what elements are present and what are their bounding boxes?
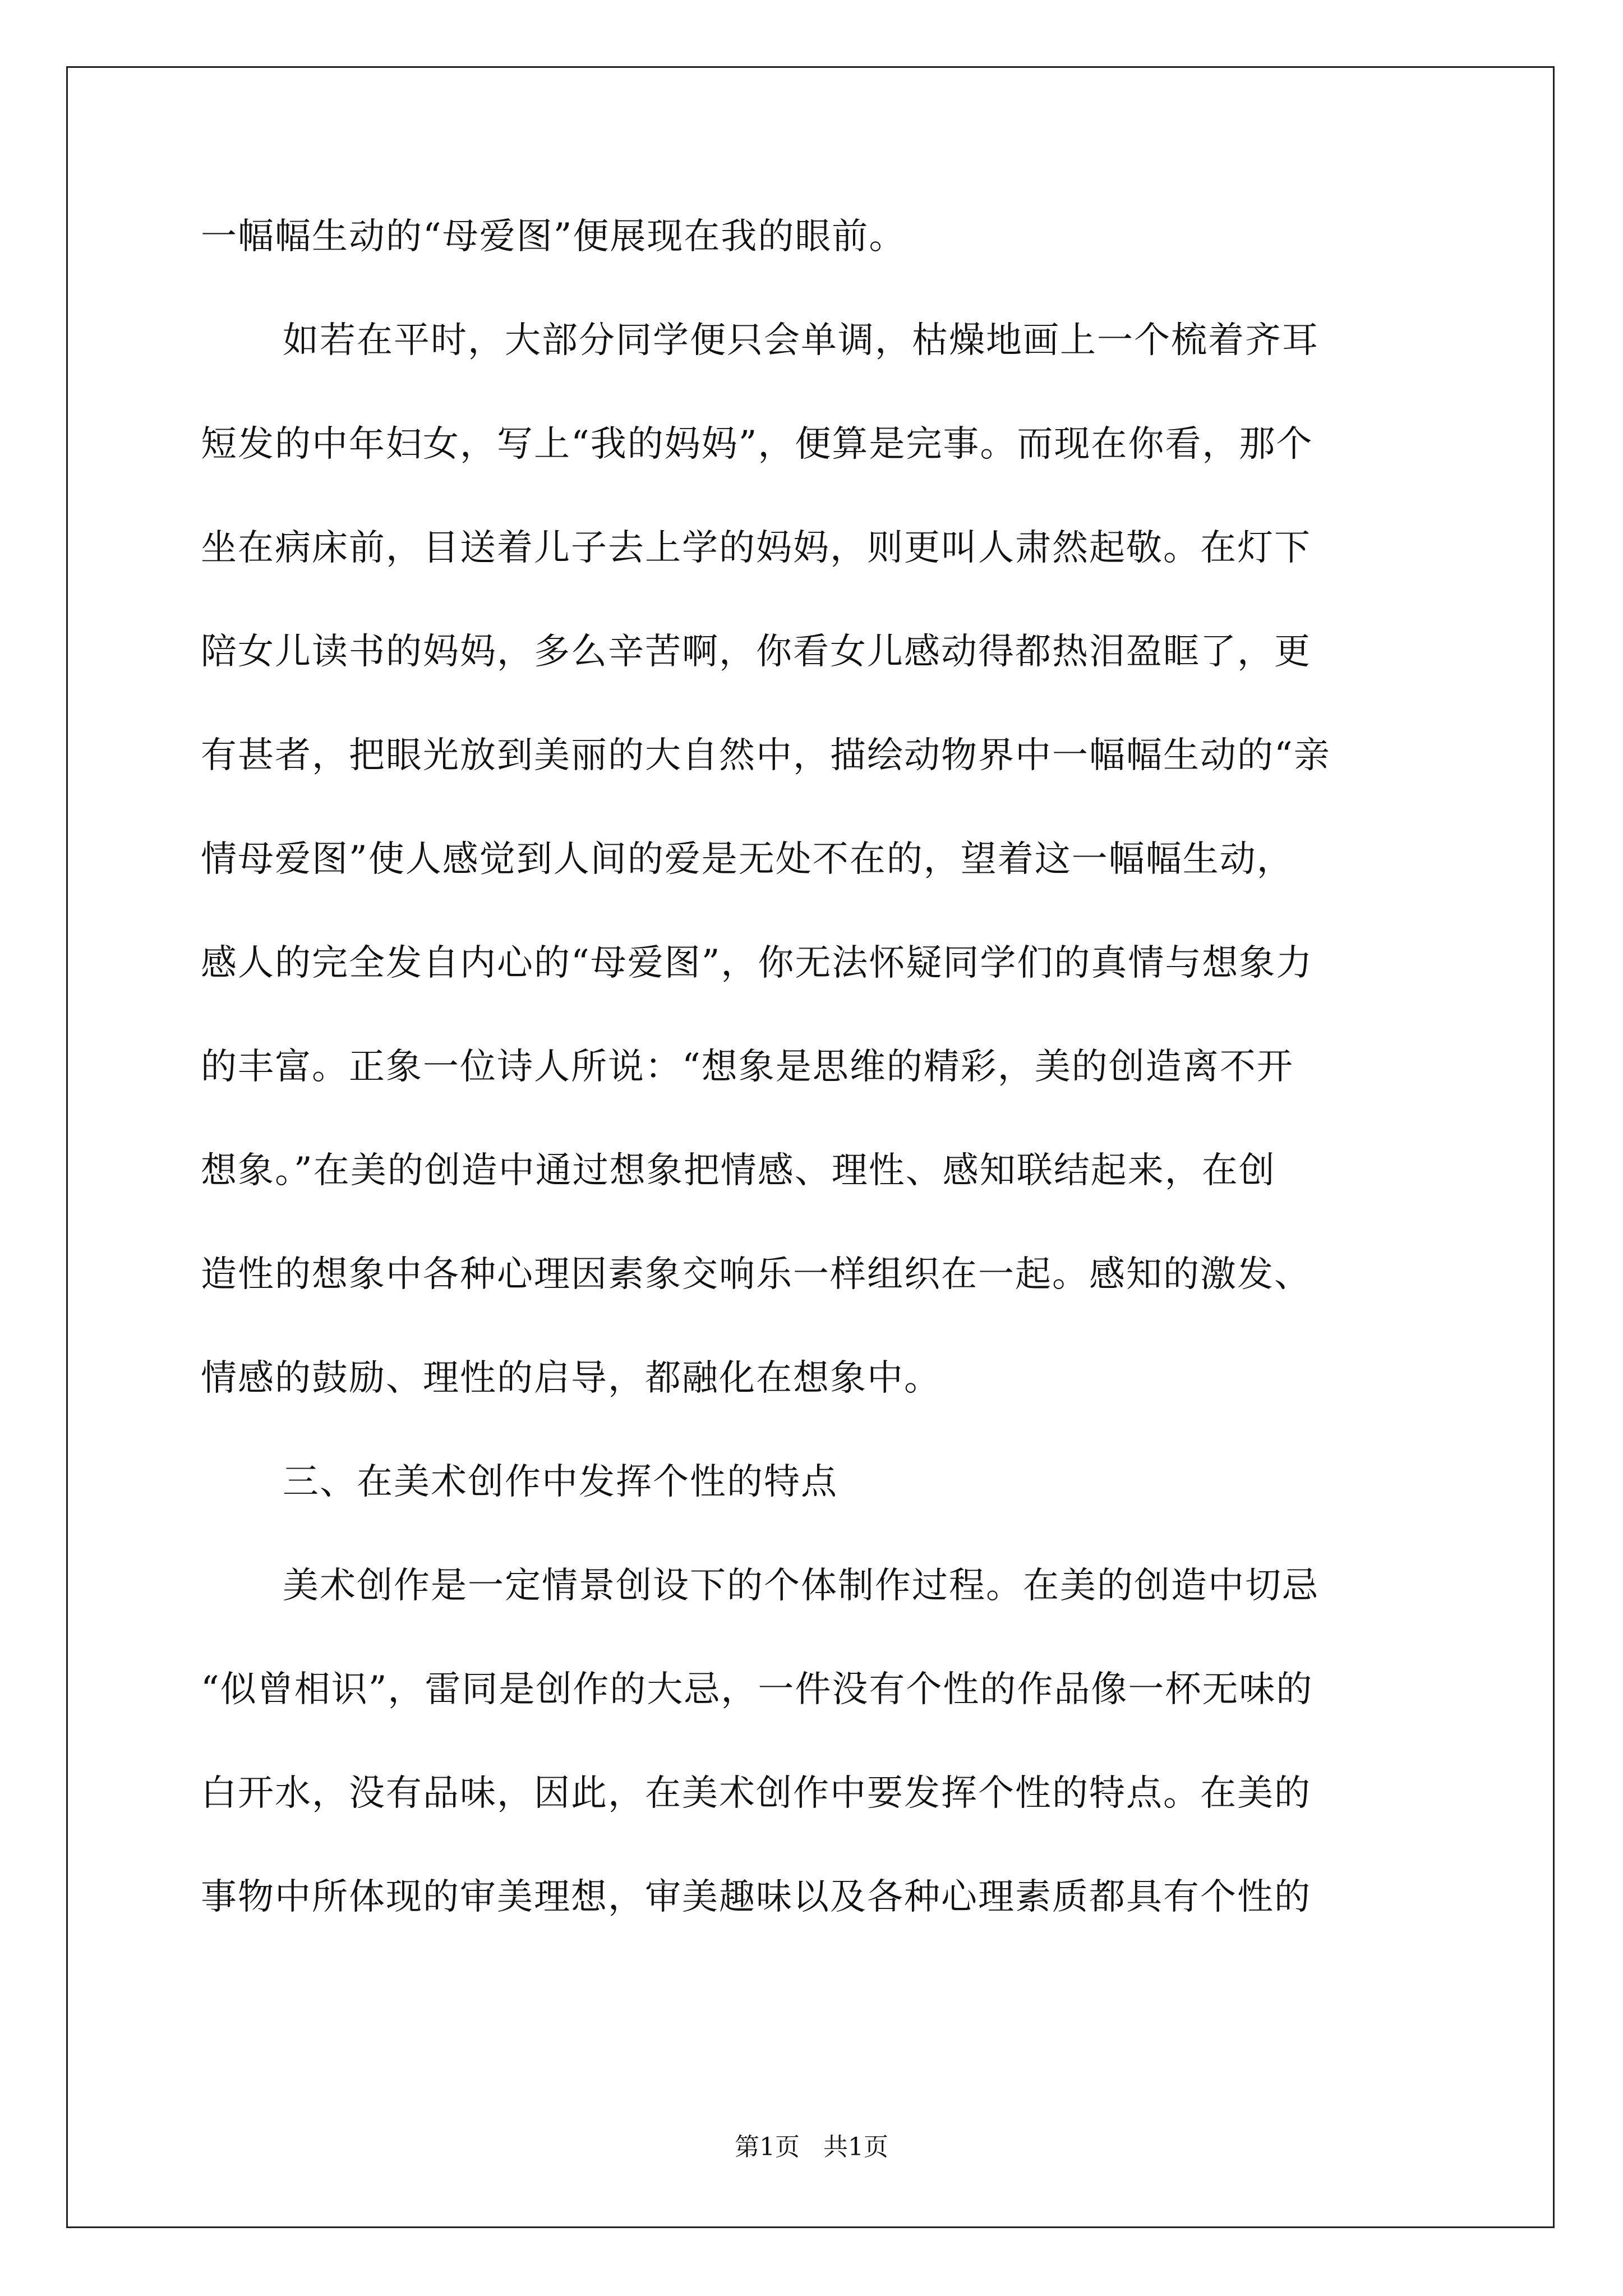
text-line: 坐在病床前，目送着儿子去上学的妈妈，则更叫人肃然起敬。在灯下: [201, 527, 1311, 569]
text-line: 陪女儿读书的妈妈，多么辛苦啊，你看女儿感动得都热泪盈眶了，更: [201, 631, 1311, 673]
text-line: 如若在平时，大部分同学便只会单调，枯燥地画上一个梳着齐耳: [283, 320, 1319, 361]
text-line: 想象。”在美的创造中通过想象把情感、理性、感知联结起来，在创: [201, 1150, 1276, 1191]
text-line: “似曾相识”，雷同是创作的大忌，一件没有个性的作品像一杯无味的: [201, 1669, 1313, 1710]
section-heading: 三、在美术创作中发挥个性的特点: [283, 1461, 838, 1503]
text-line: 有甚者，把眼光放到美丽的大自然中，描绘动物界中一幅幅生动的“亲: [201, 735, 1331, 776]
text-line: 白开水，没有品味，因此，在美术创作中要发挥个性的特点。在美的: [201, 1773, 1311, 1814]
text-line: 造性的想象中各种心理因素象交响乐一样组织在一起。感知的激发、: [201, 1254, 1311, 1295]
page-number: 第1页: [735, 2133, 800, 2161]
text-line: 事物中所体现的审美理想，审美趣味以及各种心理素质都具有个性的: [201, 1876, 1311, 1918]
text-line: 短发的中年妇女，写上“我的妈妈”，便算是完事。而现在你看，那个: [201, 424, 1313, 465]
document-body: [201, 185, 1429, 1949]
text-line: 情感的鼓励、理性的启导，都融化在想象中。: [201, 1358, 941, 1399]
page-total: 共1页: [823, 2133, 888, 2161]
text-line: 的丰富。正象一位诗人所说：“想象是思维的精彩，美的创造离不开: [201, 1046, 1294, 1088]
text-line: 感人的完全发自内心的“母爱图”，你无法怀疑同学们的真情与想象力: [201, 942, 1313, 984]
text-line: 情母爱图”使人感觉到人间的爱是无处不在的，望着这一幅幅生动，: [201, 839, 1294, 880]
page-footer: [0, 2131, 1623, 2164]
text-line: 美术创作是一定情景创设下的个体制作过程。在美的创造中切忌: [283, 1565, 1319, 1607]
text-line: 一幅幅生动的“母爱图”便展现在我的眼前。: [201, 216, 906, 257]
